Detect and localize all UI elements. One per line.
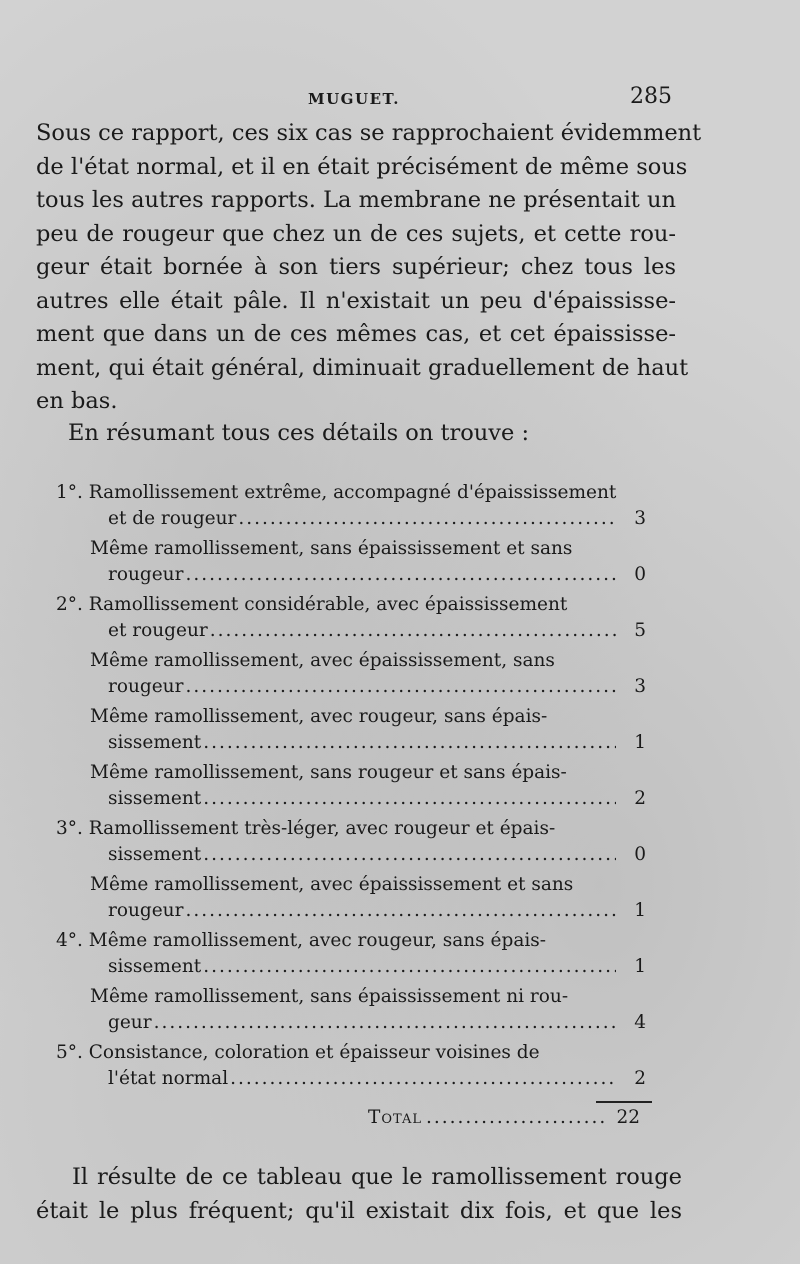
entry-description: 5°. Consistance, coloration et épaisseur voisines de [56, 1042, 540, 1063]
entry-description-end: rougeur [108, 564, 184, 585]
entry-continuation [56, 842, 646, 868]
page-number: 285 [630, 84, 672, 109]
entry-description-end: sissement [108, 844, 202, 865]
entry-description: 2°. Ramollissement considérable, avec épaississement [56, 594, 568, 615]
text-line: geur était bornée à son tiers supérieur; chez tous les [36, 254, 676, 280]
dot-leader [185, 674, 616, 700]
entry-description-end: sissement [108, 788, 202, 809]
dot-leader [203, 842, 616, 868]
entry-count: 4 [634, 1012, 646, 1033]
dot-leader [203, 954, 616, 980]
dot-leader [154, 1010, 616, 1036]
entry-count: 2 [634, 1068, 646, 1089]
entry-description-end: et de rougeur [108, 508, 237, 529]
entry-continuation [56, 786, 646, 812]
table-entry [56, 1040, 646, 1092]
entry-description-end: et rougeur [108, 620, 208, 641]
entry-count: 2 [634, 788, 646, 809]
entry-continuation [56, 1010, 646, 1036]
text-line: autres elle était pâle. Il n'existait un peu d'épaississe- [36, 287, 676, 314]
dot-leader [238, 506, 616, 532]
entry-count: 5 [634, 620, 646, 641]
entry-description: Même ramollissement, avec épaississement, sans [90, 650, 555, 671]
entry-count: 0 [634, 564, 646, 585]
entry-continuation [56, 506, 646, 532]
entry-count: 3 [634, 676, 646, 697]
table-entry [56, 872, 646, 924]
entry-continuation [56, 898, 646, 924]
dot-leader [426, 1107, 606, 1128]
running-title: MUGUET. [308, 90, 400, 108]
total-count: 22 [616, 1107, 640, 1128]
entry-description: Même ramollissement, avec rougeur, sans épais- [90, 706, 548, 727]
entry-description: 3°. Ramollissement très-léger, avec rougeur et épais- [56, 818, 556, 839]
summary-table [56, 480, 646, 1092]
entry-description-end: sissement [108, 956, 202, 977]
total-label: Total [368, 1107, 422, 1128]
table-entry [56, 536, 646, 588]
text-line: était le plus fréquent; qu'il existait dix fois, et que les [36, 1197, 682, 1224]
entry-description: Même ramollissement, avec épaississement et sans [90, 874, 574, 895]
entry-description: 1°. Ramollissement extrême, accompagné d'épaississement [56, 482, 617, 503]
entry-count: 1 [634, 732, 646, 753]
entry-description: Même ramollissement, sans épaississement ni rou- [90, 986, 569, 1007]
total-row [368, 1107, 640, 1128]
entry-description: 4°. Même ramollissement, avec rougeur, sans épais- [56, 930, 547, 951]
dot-leader [210, 618, 616, 644]
entry-count: 1 [634, 956, 646, 977]
entry-count: 3 [634, 508, 646, 529]
entry-description-end: rougeur [108, 900, 184, 921]
entry-description: Même ramollissement, sans rougeur et sans épais- [90, 762, 567, 783]
text-line: Il résulte de ce tableau que le ramollissement rouge [72, 1164, 682, 1190]
table-entry [56, 816, 646, 868]
dot-leader [230, 1066, 616, 1092]
text-line: peu de rougeur que chez un de ces sujets, et cette rou- [36, 220, 676, 247]
text-line: ment que dans un de ces mêmes cas, et cet épaississe- [36, 321, 676, 347]
entry-continuation [56, 1066, 646, 1092]
paragraph-3 [36, 1161, 682, 1228]
dot-leader [185, 562, 616, 588]
entry-description-end: geur [108, 1012, 152, 1033]
table-entry [56, 648, 646, 700]
table-entry [56, 984, 646, 1036]
entry-count: 1 [634, 900, 646, 921]
entry-continuation [56, 674, 646, 700]
text-line: En résumant tous ces détails on trouve : [68, 420, 530, 446]
page-header [0, 86, 800, 116]
entry-description-end: rougeur [108, 676, 184, 697]
entry-count: 0 [634, 844, 646, 865]
entry-description: Même ramollissement, sans épaississement et sans [90, 538, 573, 559]
table-entry [56, 480, 646, 532]
entry-continuation [56, 562, 646, 588]
paragraph-1 [36, 117, 702, 419]
text-line: en bas. [36, 388, 118, 414]
table-entry [56, 704, 646, 756]
paragraph-2 [68, 417, 668, 451]
table-entry [56, 928, 646, 980]
entry-continuation [56, 618, 646, 644]
table-entry [56, 760, 646, 812]
dot-leader [185, 898, 616, 924]
text-line: de l'état normal, et il en était précisément de même sous [36, 153, 688, 180]
table-entry [56, 592, 646, 644]
text-line: ment, qui était général, diminuait graduellement de haut [36, 354, 689, 381]
dot-leader [203, 730, 616, 756]
text-line: tous les autres rapports. La membrane ne présentait un [36, 187, 676, 213]
entry-description-end: sissement [108, 732, 202, 753]
entry-description-end: l'état normal [108, 1068, 229, 1089]
entry-continuation [56, 954, 646, 980]
entry-continuation [56, 730, 646, 756]
total-rule [596, 1101, 652, 1103]
text-line: Sous ce rapport, ces six cas se rapprochaient évidemment [36, 120, 702, 146]
dot-leader [203, 786, 616, 812]
